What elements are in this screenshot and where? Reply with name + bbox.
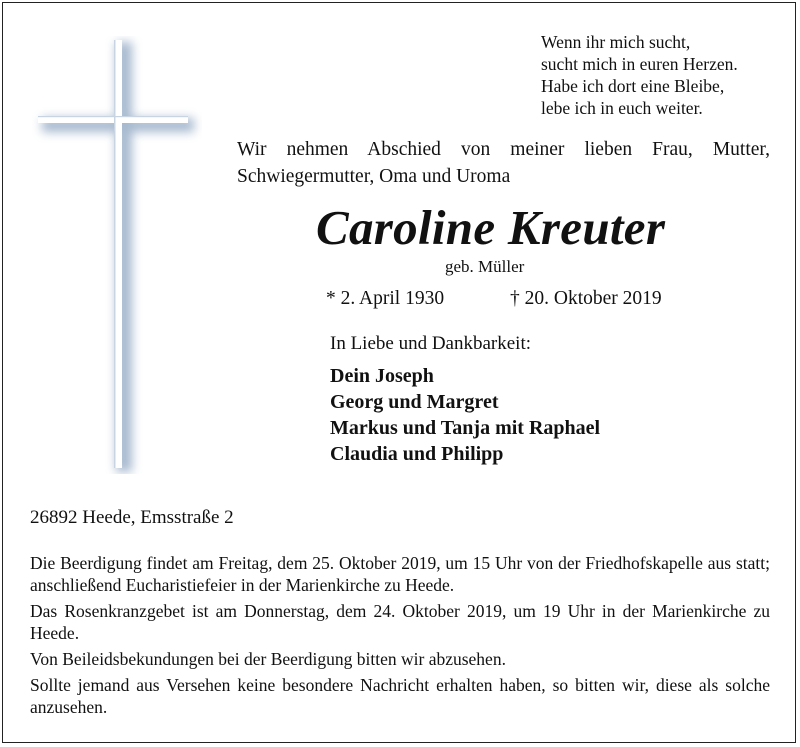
poem-line: lebe ich in euch weiter. [541, 98, 703, 118]
poem-line: Wenn ihr mich sucht, [541, 32, 691, 52]
mourner: Markus und Tanja mit Raphael [330, 417, 601, 439]
cross-icon [32, 36, 202, 474]
condolence-notice: Von Beileidsbekundungen bei der Beerdigung bitten wir abzusehen. [30, 649, 506, 669]
poem [541, 31, 738, 119]
poem-line: sucht mich in euren Herzen. [541, 54, 738, 74]
funeral-notice: Die Beerdigung findet am Freitag, dem 25. Oktober 2019, um 15 Uhr von der Friedhofskapelle aus statt; anschließend Eucharistiefeier in der Marienkirche zu Heede. [30, 553, 770, 595]
birth-date: * 2. April 1930 [326, 288, 445, 309]
poem-line: Habe ich dort eine Bleibe, [541, 76, 725, 96]
mourners-list [330, 363, 600, 467]
birth-name: geb. Müller [445, 257, 525, 276]
mourner: Claudia und Philipp [330, 443, 504, 465]
address: 26892 Heede, Emsstraße 2 [30, 507, 234, 528]
farewell-intro: Wir nehmen Abschied von meiner lieben Frau, Mutter, Schwiegermutter, Oma und Uroma [237, 139, 770, 187]
death-date: † 20. Oktober 2019 [510, 288, 662, 309]
deceased-name: Caroline Kreuter [316, 200, 666, 255]
notices [30, 552, 770, 722]
rosary-notice: Das Rosenkranzgebet ist am Donnerstag, dem 24. Oktober 2019, um 19 Uhr in der Marienkirche zu Heede. [30, 601, 770, 643]
mourner: Dein Joseph [330, 365, 434, 387]
mourner: Georg und Margret [330, 391, 499, 413]
missed-notification-notice: Sollte jemand aus Versehen keine besondere Nachricht erhalten haben, so bitten wir, diese als solche anzusehen. [30, 675, 770, 717]
love-gratitude-line: In Liebe und Dankbarkeit: [330, 333, 532, 354]
